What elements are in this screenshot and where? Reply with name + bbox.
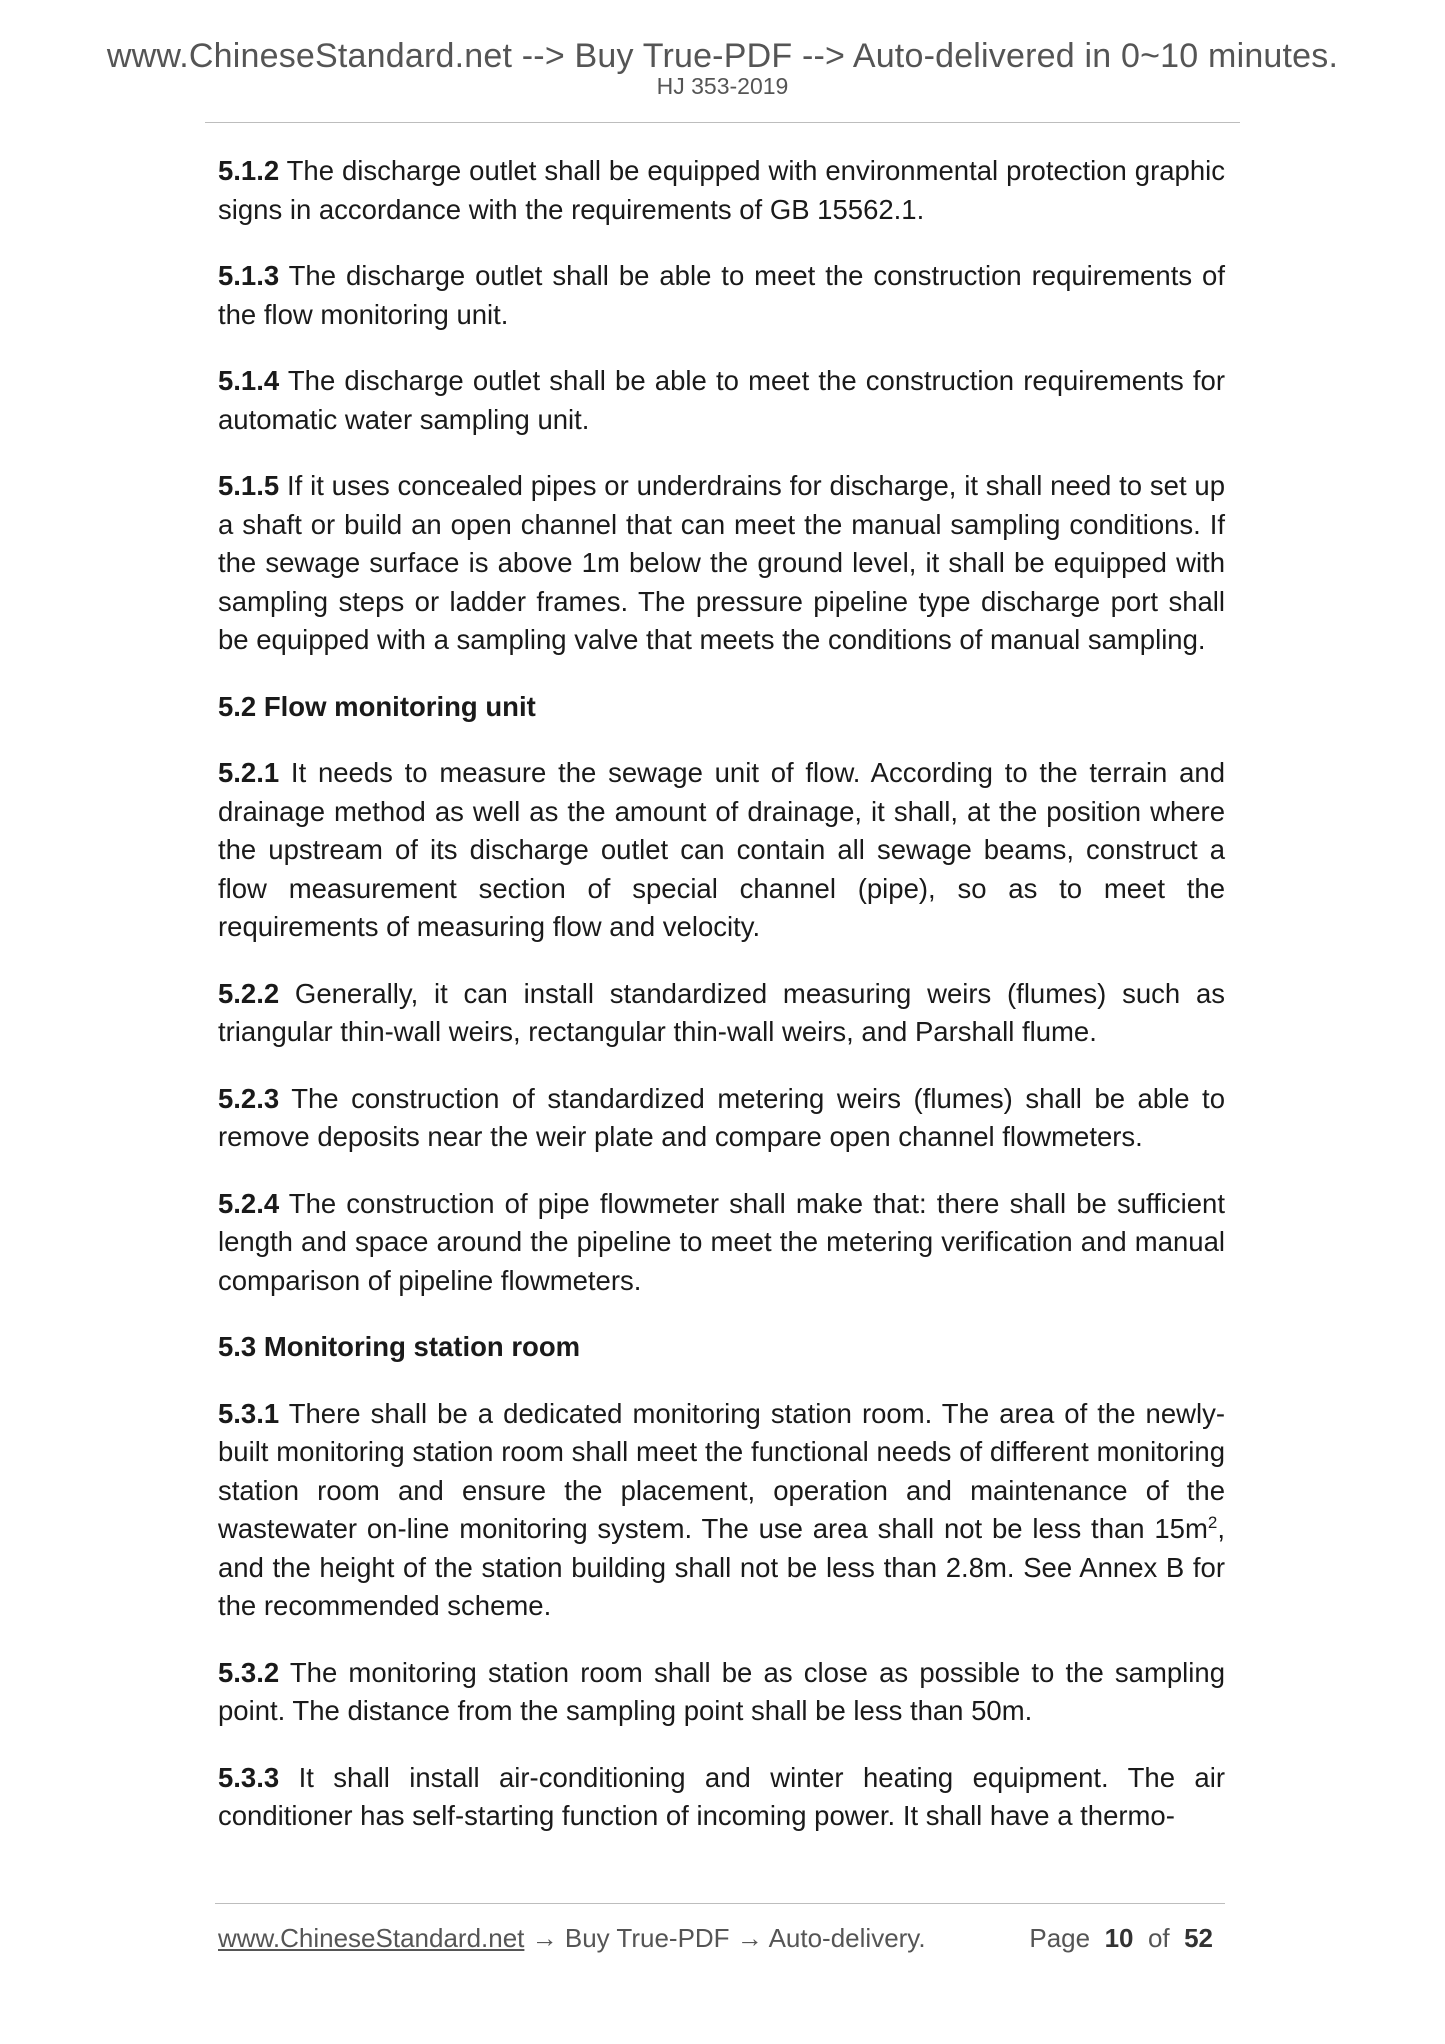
- clause-number: 5.1.2: [218, 155, 280, 186]
- clause-number: 5.2.1: [218, 757, 280, 788]
- footer-trail: → Buy True-PDF → Auto-delivery.: [524, 1923, 926, 1953]
- page-label: Page: [1029, 1923, 1091, 1953]
- clause-number: 5.3.3: [218, 1761, 280, 1793]
- clause-number: 5.3.1: [218, 1397, 280, 1429]
- page-current: 10: [1104, 1923, 1134, 1953]
- clause-text: It shall install air-conditioning and winter heating equipment. The air conditioner has self-starting function of incoming power. It shall have a thermo-: [218, 1761, 1225, 1831]
- clause-5-1-3: [218, 257, 1225, 334]
- clause-5-1-2: [218, 152, 1225, 229]
- superscript: 2: [1207, 1512, 1218, 1532]
- clause-text: The discharge outlet shall be equipped with environmental protection graphic signs in accordance with the requirements of GB 15562.1.: [218, 155, 1225, 225]
- clause-5-2-1: [218, 754, 1225, 947]
- clause-5-3-2: [218, 1654, 1225, 1731]
- footer-divider: [215, 1903, 1225, 1904]
- clause-5-2-2: [218, 975, 1225, 1052]
- clause-text: The construction of pipe flowmeter shall make that: there shall be sufficient length and space around the pipeline to meet the metering verification and manual comparison of pipeline flowmeters.: [218, 1187, 1225, 1296]
- clause-text: It needs to measure the sewage unit of flow. According to the terrain and drainage method as well as the amount of drainage, it shall, at the position where the upstream of its discharge outlet can contain all sewage beams, construct a flow measurement section of special channel (pipe), so as to meet the requirements of measuring flow and velocity.: [218, 757, 1225, 942]
- clause-5-3-1: [218, 1395, 1225, 1626]
- section-heading-5-3: 5.3 Monitoring station room: [218, 1331, 581, 1362]
- section-heading-5-2: 5.2 Flow monitoring unit: [218, 690, 536, 722]
- clause-text: The discharge outlet shall be able to meet the construction requirements for automatic water sampling unit.: [218, 365, 1225, 435]
- clause-number: 5.3.2: [218, 1656, 280, 1688]
- page-content: [218, 152, 1225, 1864]
- clause-5-1-5: [218, 467, 1225, 660]
- footer-promo: [218, 1918, 926, 1958]
- footer-link[interactable]: www.ChineseStandard.net: [218, 1923, 525, 1953]
- clause-number: 5.1.3: [218, 260, 280, 291]
- document-code: HJ 353-2019: [656, 73, 789, 99]
- clause-number: 5.1.5: [218, 470, 280, 501]
- clause-number: 5.2.4: [218, 1187, 280, 1219]
- clause-5-1-4: [218, 362, 1225, 439]
- clause-number: 5.2.3: [218, 1082, 280, 1114]
- page-footer: [218, 1918, 1225, 1958]
- clause-5-2-3: [218, 1080, 1225, 1157]
- page-total: 52: [1184, 1923, 1213, 1953]
- clause-text: The discharge outlet shall be able to meet the construction requirements of the flow monitoring unit.: [218, 260, 1225, 330]
- page-indicator: [1029, 1918, 1213, 1958]
- clause-text: The monitoring station room shall be as close as possible to the sampling point. The distance from the sampling point shall be less than 50m.: [218, 1656, 1225, 1726]
- header-divider: [205, 122, 1240, 123]
- clause-text: There shall be a dedicated monitoring station room. The area of the newly-built monitoring station room shall meet the functional needs of different monitoring station room and ensure the placement, operation and maintenance of the wastewater on-line monitoring system. The use area shall not be less than 15m: [218, 1397, 1225, 1544]
- clause-number: 5.2.2: [218, 977, 280, 1009]
- clause-text: Generally, it can install standardized measuring weirs (flumes) such as triangular thin-wall weirs, rectangular thin-wall weirs, and Parshall flume.: [218, 977, 1225, 1047]
- clause-text: If it uses concealed pipes or underdrains for discharge, it shall need to set up a shaft or build an open channel that can meet the manual sampling conditions. If the sewage surface is above 1m below the ground level, it shall be equipped with sampling steps or ladder frames. The pressure pipeline type discharge port shall be equipped with a sampling valve that meets the conditions of manual sampling.: [218, 470, 1225, 655]
- clause-number: 5.1.4: [218, 365, 280, 396]
- clause-5-3-3: [218, 1759, 1225, 1836]
- of-label: of: [1147, 1923, 1170, 1953]
- clause-5-2-4: [218, 1185, 1225, 1301]
- clause-text: The construction of standardized metering weirs (flumes) shall be able to remove deposits near the weir plate and compare open channel flowmeters.: [218, 1082, 1225, 1152]
- clause-text-cont: , and the height of the station building shall not be less than 2.8m. See Annex B for the recommended scheme.: [218, 1513, 1225, 1621]
- top-banner: www.ChineseStandard.net --> Buy True-PDF --> Auto-delivered in 0~10 minutes.: [106, 37, 1339, 75]
